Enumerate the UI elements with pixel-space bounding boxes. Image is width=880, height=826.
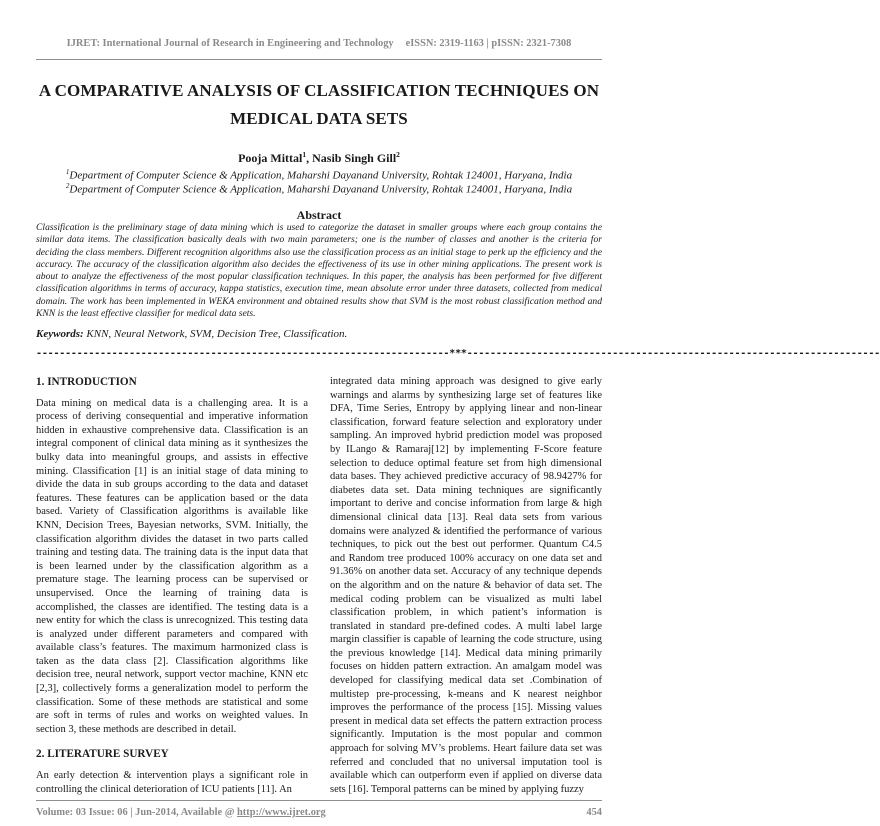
authors-line <box>0 150 638 166</box>
literature-survey-paragraph-start: An early detection & intervention plays a significant role in controlling the clinical deterioration of ICU patients [11]. An <box>36 770 308 795</box>
journal-name: IJRET: International Journal of Research in Engineering and Technology <box>66 38 394 49</box>
literature-survey-paragraph-continued: integrated data mining approach was designed to give early warnings and alarms by synthesizing large set of features like DFA, Time Series, Entropy by applying linear and non-linear classification, forward feature selection and exploratory under sampling. An improved hybrid prediction model was proposed by ILango & Ramaraj[12] by implementing F-Score feature selection to deduce optimal feature set from high dimensional data bases. They achieved predictive accuracy of 98.9427% for diabetes data set. Data mining techniques are significantly important to derive and concise information from large & high dimensional clinical data [13]. Real data sets from various domains were analyzed & identified the performance of various techniques, to pick out the best out performer. Quantum C4.5 and Random tree produced 100% accuracy on one data set and 91.36% on another data set. Accuracy of any technique depends on the algorithm and on the nature & behavior of data set. The medical coding problem can be visualized as multi label classification problem, in which patient’s information is translated in standard pre-defined codes. A multi label large margin classifier is capable of learning the code structure, using the previous knowledge [14]. Medical data mining primarily focuses on hidden pattern extraction. An amalgam model was developed for classifying medical data set .Combination of multistep pre-processing, k-means and K nearest neighbor improves the performance of the process [15]. Missing values present in medical data set effects the pattern extraction process significantly. Imputation is the most popular and common approach for solving MV’s problems. Heart failure data set was referred and concluded that no universal imputation tool is available which can outperform even if applied on diverse data sets [16]. Temporal patterns can be mined by applying fuzzy <box>330 376 602 795</box>
paper-title: A COMPARATIVE ANALYSIS OF CLASSIFICATION TECHNIQUES ON MEDICAL DATA SETS <box>38 81 600 128</box>
left-column <box>36 376 308 796</box>
introduction-heading: 1. INTRODUCTION <box>36 376 137 388</box>
journal-link[interactable]: http://www.ijret.org <box>237 807 326 818</box>
right-column <box>330 375 602 796</box>
keywords-line <box>36 328 602 340</box>
keywords-text: KNN, Neural Network, SVM, Decision Tree, Classification. <box>83 328 348 340</box>
affiliation-1-sup: 1 <box>65 168 70 176</box>
section-divider: -----------------------------------------------------------------------***----------------------------------------------------------------------- <box>36 348 880 359</box>
affiliation-2 <box>0 182 638 196</box>
affiliation-2-sup: 2 <box>65 182 70 190</box>
keywords-label: Keywords: <box>36 328 84 340</box>
author-1: Pooja Mittal <box>238 151 303 165</box>
journal-header <box>0 38 638 49</box>
footer-rule <box>36 800 602 801</box>
abstract-body: Classification is the preliminary stage of data mining which is used to categorize the dataset in smaller groups where each group contains the similar data items. The classification basically deals with two main parameters; one is the number of classes and another is the criteria for deciding the class members. Different recognition algorithms also use the classification process as an initial stage to perk up the efficiency and the accuracy. The accuracy of the classification algorithm also decides the effectiveness of its use in other mining applications. The present work is about to analyze the effectiveness of the most popular classification techniques. In this paper, the analysis has been performed for five different classification algorithms in terms of accuracy, kappa statistics, execution time, mean absolute error under three datasets, collected from medical domain. The work has been implemented in WEKA environment and obtained results show that SVM is the most robust classification method and KNN is the least effective classifier for medical data sets. <box>36 222 602 320</box>
affiliation-1 <box>0 168 638 182</box>
header-rule <box>36 59 602 60</box>
affiliation-1-text: Department of Computer Science & Application, Maharshi Dayanand University, Rohtak 124001, Haryana, India <box>69 169 573 182</box>
volume-info: Volume: 03 Issue: 06 | Jun-2014, Available @ <box>36 807 238 818</box>
page-number: 454 <box>586 807 602 818</box>
author-separator: , <box>306 151 313 165</box>
issn-info: eISSN: 2319-1163 | pISSN: 2321-7308 <box>405 38 572 49</box>
affiliation-2-text: Department of Computer Science & Application, Maharshi Dayanand University, Rohtak 124001, Haryana, India <box>69 183 573 196</box>
author-2: Nasib Singh Gill <box>312 151 397 165</box>
page-footer <box>36 807 602 818</box>
author-1-sup: 1 <box>302 150 307 159</box>
introduction-paragraph: Data mining on medical data is a challenging area. It is a process of deriving consequential and imperative information hidden in exhaustive comprehensive data. Classification is an integral component of clinical data mining as it synthesizes the bulky data into meaningful groups, and assists in effective mining. Classification [1] is an initial stage of data mining to divide the data in sub groups according to the data and dataset features. These features can be application based or the data based. Variety of Classification algorithms is available like KNN, Decision Trees, Bayesian networks, SVM. Initially, the classification algorithm divides the dataset in two parts called training and testing data. The training data is the input data that is been learned under by the classification algorithm as a premature stage. The learning process can be supervised or unsupervised. Once the learning of training data is accomplished, the classes are identified. The testing data is a new entity for which the class is unrecognized. This testing data is analyzed under different parameters and compared with available class’s features. The maximum harmonized class is taken as the data class [2]. Classification algorithms like decision tree, neural network, support vector machine, KNN etc [2,3], collectively forms a generalization model to perform the classification. Some of these methods are statistical and some are soft in terms of rules and works on weighted values. In section 3, these methods are described in detail. <box>36 397 308 735</box>
author-2-sup: 2 <box>396 150 400 159</box>
literature-survey-heading: 2. LITERATURE SURVEY <box>36 748 169 761</box>
abstract-heading: Abstract <box>296 208 342 222</box>
